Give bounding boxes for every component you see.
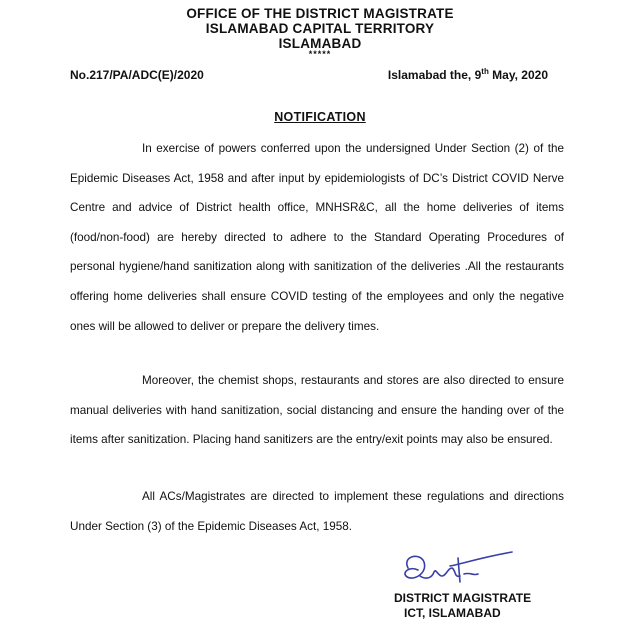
header-territory: ISLAMABAD CAPITAL TERRITORY bbox=[205, 21, 435, 36]
paragraph-2: Moreover, the chemist shops, restaurants and stores are also directed to ensure manual deliveries with hand sanitization, social distancing and ensure the handing over of the items after sanitization. Placing hand sanitizers are the entry/exit points may also be ensured. bbox=[70, 374, 564, 447]
header-office-title: OFFICE OF THE DISTRICT MAGISTRATE bbox=[186, 6, 454, 21]
office-header bbox=[0, 6, 640, 58]
date-suffix: May, 2020 bbox=[488, 68, 548, 82]
date-prefix: Islamabad the, 9 bbox=[387, 68, 482, 82]
paragraph-1: In exercise of powers conferred upon the undersigned Under Section (2) of the Epidemic Diseases Act, 1958 and after input by epidemiologists of DC’s District COVID Nerve Centre and advice of District health office, MNHSR&C, all the home deliveries of items (food/non-food) are hereby directed to adhere to the Standard Operating Procedures of personal hygiene/hand sanitization along with sanitization of the deliveries .All the restaurants offering home deliveries shall ensure COVID testing of the employees and only the negative ones will be allowed to deliver or prepare the delivery times. bbox=[70, 142, 564, 333]
notification-title: NOTIFICATION bbox=[274, 110, 366, 124]
handwritten-signature bbox=[398, 546, 518, 596]
issue-date bbox=[388, 68, 548, 82]
signature-strokes bbox=[405, 552, 512, 582]
signatory-title: DISTRICT MAGISTRATE bbox=[394, 591, 532, 605]
header-city: ISLAMABAD bbox=[278, 36, 362, 51]
date-superscript: th bbox=[481, 67, 489, 76]
signatory-office: ICT, ISLAMABAD bbox=[404, 606, 501, 620]
header-stars: ***** bbox=[308, 49, 332, 59]
reference-number: No.217/PA/ADC(E)/2020 bbox=[70, 68, 204, 82]
paragraph-3: All ACs/Magistrates are directed to implement these regulations and directions Under Section (3) of the Epidemic Diseases Act, 1958. bbox=[70, 490, 564, 533]
